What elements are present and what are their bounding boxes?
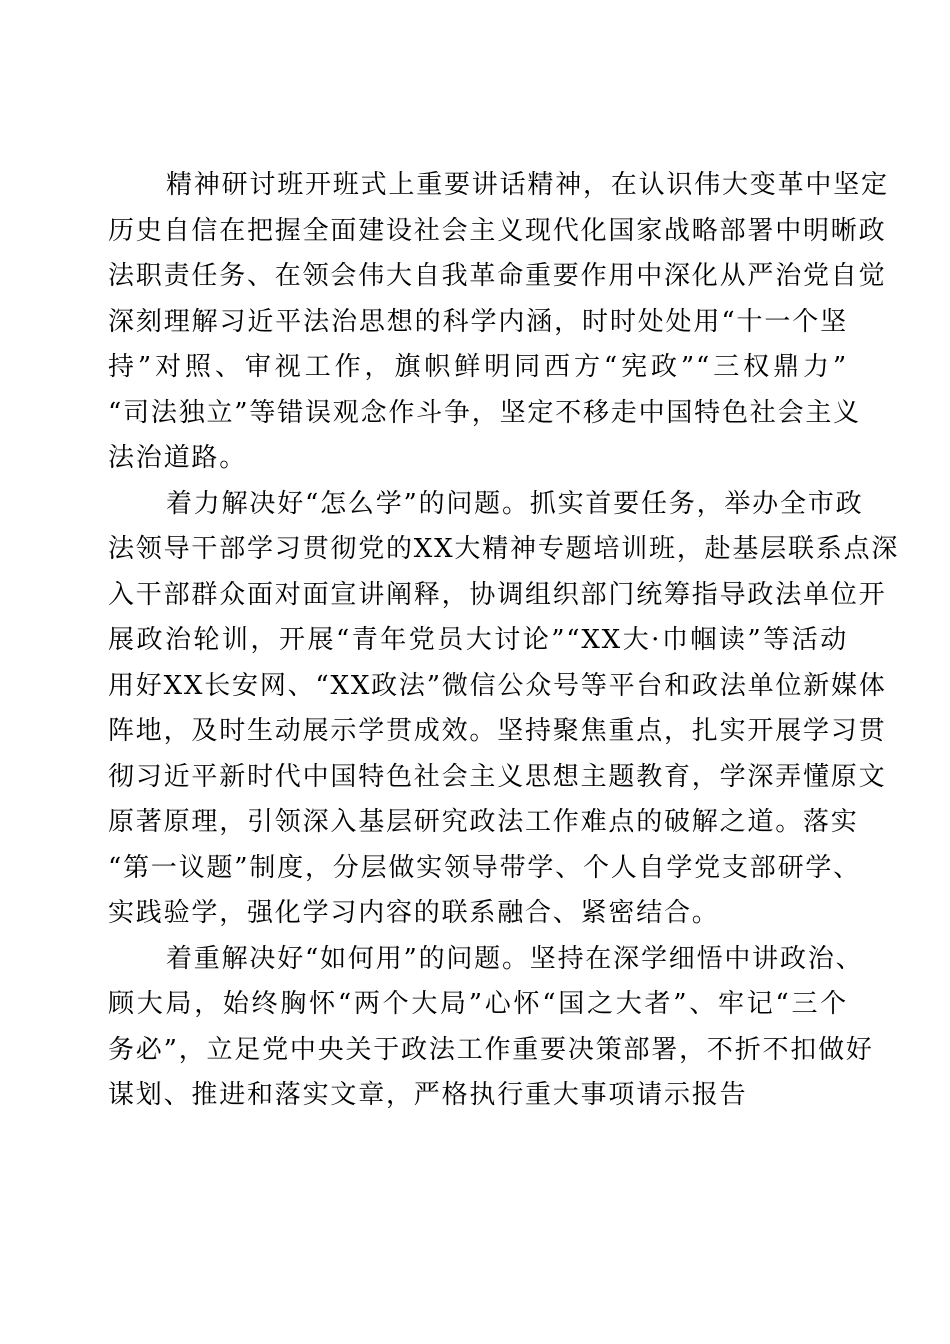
text-line: 彻习近平新时代中国特色社会主义思想主题教育，学深弄懂原文: [108, 761, 887, 792]
text-line: 实践验学，强化学习内容的联系融合、紧密结合。: [108, 898, 720, 928]
text-line: 法治道路。: [108, 443, 248, 473]
text-line: 原著原理，引领深入基层研究政法工作难点的破解之道。落实: [108, 807, 859, 837]
text-line: 顾大局，始终胸怀“两个大局”心怀“国之大者”、牢记“三个: [108, 989, 848, 1019]
text-line: 谋划、推进和落实文章，严格执行重大事项请示报告: [108, 1080, 748, 1110]
text-line: 精神研讨班开班式上重要讲话精神，在认识伟大变革中坚定: [166, 170, 889, 200]
text-line: 用好XX长安网、“XX政法”微信公众号等平台和政法单位新媒体: [108, 670, 887, 701]
text-line: 历史自信在把握全面建设社会主义现代化国家战略部署中明晰政: [108, 215, 887, 246]
text-line: 持”对照、审视工作，旗帜鲜明同西方“宪政”“三权鼎力”: [108, 352, 848, 382]
text-line: 入干部群众面对面宣讲阐释，协调组织部门统筹指导政法单位开: [108, 579, 887, 610]
document-body: [108, 163, 900, 1119]
text-line: 法领导干部学习贯彻党的XX大精神专题培训班，赴基层联系点深: [108, 534, 900, 564]
text-line: 深刻理解习近平法治思想的科学内涵，时时处处用“十一个坚: [108, 306, 848, 337]
text-line: 展政治轮训，开展“青年党员大讨论”“XX大·巾帼读”等活动: [108, 625, 848, 655]
text-line: 法职责任务、在领会伟大自我革命重要作用中深化从严治党自觉: [108, 261, 887, 291]
text-line: “第一议题”制度，分层做实领导带学、个人自学党支部研学、: [108, 852, 861, 883]
text-line: “司法独立”等错误观念作斗争，坚定不移走中国特色社会主义: [108, 397, 861, 428]
text-line: 务必”，立足党中央关于政法工作重要决策部署，不折不扣做好: [108, 1034, 874, 1065]
text-line: 着力解决好“怎么学”的问题。抓实首要任务，举办全市政: [166, 488, 864, 519]
text-line: 阵地，及时生动展示学贯成效。坚持聚焦重点，扎实开展学习贯: [108, 716, 887, 746]
text-line: 着重解决好“如何用”的问题。坚持在深学细悟中讲政治、: [166, 943, 864, 974]
